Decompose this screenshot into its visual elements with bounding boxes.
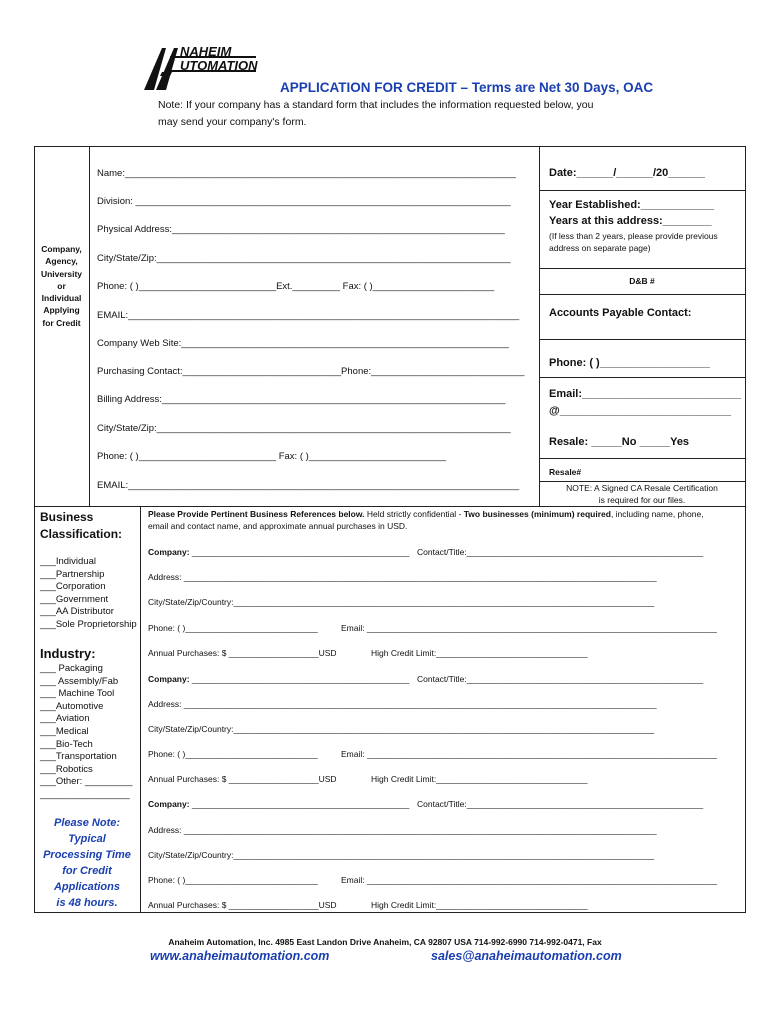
industry-machine-tool: ___ Machine Tool xyxy=(40,688,115,700)
years-at-address-field[interactable]: Years at this address:________ xyxy=(549,215,712,227)
footer-company-line: Anaheim Automation, Inc. 4985 East Landon Drive Anaheim, CA 92807 USA 714-992-6990 714-992-0471, Fax xyxy=(168,937,602,947)
ref1-credit[interactable]: High Credit Limit:________________________________ xyxy=(371,648,588,658)
website-field[interactable]: Company Web Site:______________________________________________________________ xyxy=(97,338,509,349)
ref2-company: Company: ______________________________________________ xyxy=(148,674,410,684)
purchasing-contact-field[interactable]: Purchasing Contact:______________________________Phone:_____________________________ xyxy=(97,366,525,377)
references-intro-1: Please Provide Pertinent Business References below. Held strictly confidential - Two businesses (minimum) required, including name, phone, xyxy=(148,509,704,519)
ref1-address[interactable]: Address: ____________________________________________________________________________________________________ xyxy=(148,572,657,582)
ref2-purchases[interactable]: Annual Purchases: $ ___________________USD xyxy=(148,774,337,784)
footer-email-link[interactable]: sales@anaheimautomation.com xyxy=(431,949,622,963)
ref2-contact[interactable]: Contact/Title:__________________________________________________ xyxy=(417,674,704,684)
class-corporation: ___Corporation xyxy=(40,581,106,593)
ref1-company: Company: ______________________________________________ xyxy=(148,547,410,557)
class-aa-distributor: ___AA Distributor xyxy=(40,606,114,618)
ref1-email[interactable]: Email: __________________________________________________________________________ xyxy=(341,623,717,633)
ref2-email[interactable]: Email: __________________________________________________________________________ xyxy=(341,749,717,759)
physical-address-field[interactable]: Physical Address:_______________________________________________________________ xyxy=(97,224,505,235)
ap-contact-label: Accounts Payable Contact: xyxy=(549,307,692,319)
references-intro-2: email and contact name, and approximate annual purchases in USD. xyxy=(148,521,408,531)
anaheim-automation-logo xyxy=(142,42,260,94)
class-sole-proprietorship: ___Sole Proprietorship xyxy=(40,618,137,630)
resale-note-2: is required for our files. xyxy=(598,495,686,505)
ref3-purchases[interactable]: Annual Purchases: $ ___________________USD xyxy=(148,900,337,910)
note-line-1: Note: If your company has a standard form that includes the information requested below, you xyxy=(158,99,594,111)
industry-medical: ___Medical xyxy=(40,725,89,737)
business-class-list[interactable] xyxy=(40,556,137,632)
billing-email-field[interactable]: EMAIL:__________________________________________________________________________ xyxy=(97,480,520,491)
ref3-credit[interactable]: High Credit Limit:________________________________ xyxy=(371,900,588,910)
years-note-1: (If less than 2 years, please provide previous xyxy=(549,231,718,241)
form-title: APPLICATION FOR CREDIT – Terms are Net 30 Days, OAC xyxy=(280,80,654,95)
industry-aviation: ___Aviation xyxy=(40,713,90,725)
industry-list[interactable] xyxy=(40,663,132,802)
ref1-city[interactable]: City/State/Zip/Country:_________________________________________________________________________________________ xyxy=(148,597,655,607)
class-individual: ___Individual xyxy=(40,556,96,567)
industry-packaging: ___ Packaging xyxy=(40,663,103,674)
ref3-email[interactable]: Email: __________________________________________________________________________ xyxy=(341,875,717,885)
ap-email-field-2[interactable]: @____________________________ xyxy=(549,405,732,417)
ref2-city[interactable]: City/State/Zip/Country:_________________________________________________________________________________________ xyxy=(148,724,655,734)
billing-phone-fax-field[interactable]: Phone: ( )__________________________ Fax: ( )__________________________ xyxy=(97,451,447,462)
resale-note-1: NOTE: A Signed CA Resale Certification xyxy=(566,483,718,493)
ref1-contact[interactable]: Contact/Title:__________________________________________________ xyxy=(417,547,704,557)
ap-phone-field[interactable]: Phone: ( )__________________ xyxy=(549,357,710,369)
processing-time-note: Please Note: Typical Processing Time for Credit Applications is 48 hours. xyxy=(43,817,131,909)
years-note-2: address on separate page) xyxy=(549,243,651,253)
footer-website-link[interactable]: www.anaheimautomation.com xyxy=(150,949,330,963)
ref1-purchases[interactable]: Annual Purchases: $ ___________________USD xyxy=(148,648,337,658)
ref3-address[interactable]: Address: ____________________________________________________________________________________________________ xyxy=(148,825,657,835)
ref2-credit[interactable]: High Credit Limit:________________________________ xyxy=(371,774,588,784)
logo-line2: UTOMATION xyxy=(180,58,258,73)
ref2-address[interactable]: Address: ____________________________________________________________________________________________________ xyxy=(148,699,657,709)
industry-other: ___Other: _________ xyxy=(40,776,133,788)
class-partnership: ___Partnership xyxy=(40,568,105,580)
industry-assembly: ___ Assembly/Fab xyxy=(40,675,119,687)
ref3-company: Company: ______________________________________________ xyxy=(148,799,410,809)
business-title-2: Classification: xyxy=(40,527,123,541)
note-line-2: may send your company's form. xyxy=(158,116,307,128)
email-field[interactable]: EMAIL:__________________________________________________________________________ xyxy=(97,310,520,321)
resale-number-field[interactable]: Resale# xyxy=(549,467,582,477)
billing-city-field[interactable]: City/State/Zip:___________________________________________________________________ xyxy=(97,423,511,434)
industry-automotive: ___Automotive xyxy=(40,700,104,712)
ref3-contact[interactable]: Contact/Title:__________________________________________________ xyxy=(417,799,704,809)
ap-email-field[interactable]: Email:__________________________ xyxy=(549,388,742,400)
industry-robotics: ___Robotics xyxy=(40,763,93,775)
date-field[interactable]: Date:______/______/20______ xyxy=(549,167,705,179)
business-title-1: Business xyxy=(40,510,94,524)
logo-line1: NAHEIM xyxy=(180,44,232,59)
applicant-side-label: Company, Agency, University or Individual Applying for Credit xyxy=(40,244,83,328)
ref3-city[interactable]: City/State/Zip/Country:_________________________________________________________________________________________ xyxy=(148,850,655,860)
city-state-zip-field[interactable]: City/State/Zip:___________________________________________________________________ xyxy=(97,253,511,264)
resale-field[interactable]: Resale: _____No _____Yes xyxy=(549,436,690,448)
industry-bio-tech: ___Bio-Tech xyxy=(40,738,93,750)
ref2-phone[interactable]: Phone: ( )____________________________ xyxy=(148,749,318,759)
ref3-phone[interactable]: Phone: ( )____________________________ xyxy=(148,875,318,885)
ref1-phone[interactable]: Phone: ( )____________________________ xyxy=(148,623,318,633)
name-field[interactable]: Name:__________________________________________________________________________ xyxy=(97,168,516,179)
division-field[interactable]: Division: _______________________________________________________________________ xyxy=(97,196,511,207)
phone-ext-fax-field[interactable]: Phone: ( )__________________________Ext._________ Fax: ( )_______________________ xyxy=(97,281,495,292)
class-government: ___Government xyxy=(40,593,109,605)
industry-transportation: ___Transportation xyxy=(40,751,117,763)
industry-other-line: _________________ xyxy=(40,788,130,800)
year-established-field[interactable]: Year Established:____________ xyxy=(549,199,715,211)
dnb-label: D&B # xyxy=(629,276,655,286)
billing-address-field[interactable]: Billing Address:_________________________________________________________________ xyxy=(97,394,506,405)
industry-title: Industry: xyxy=(40,646,96,661)
